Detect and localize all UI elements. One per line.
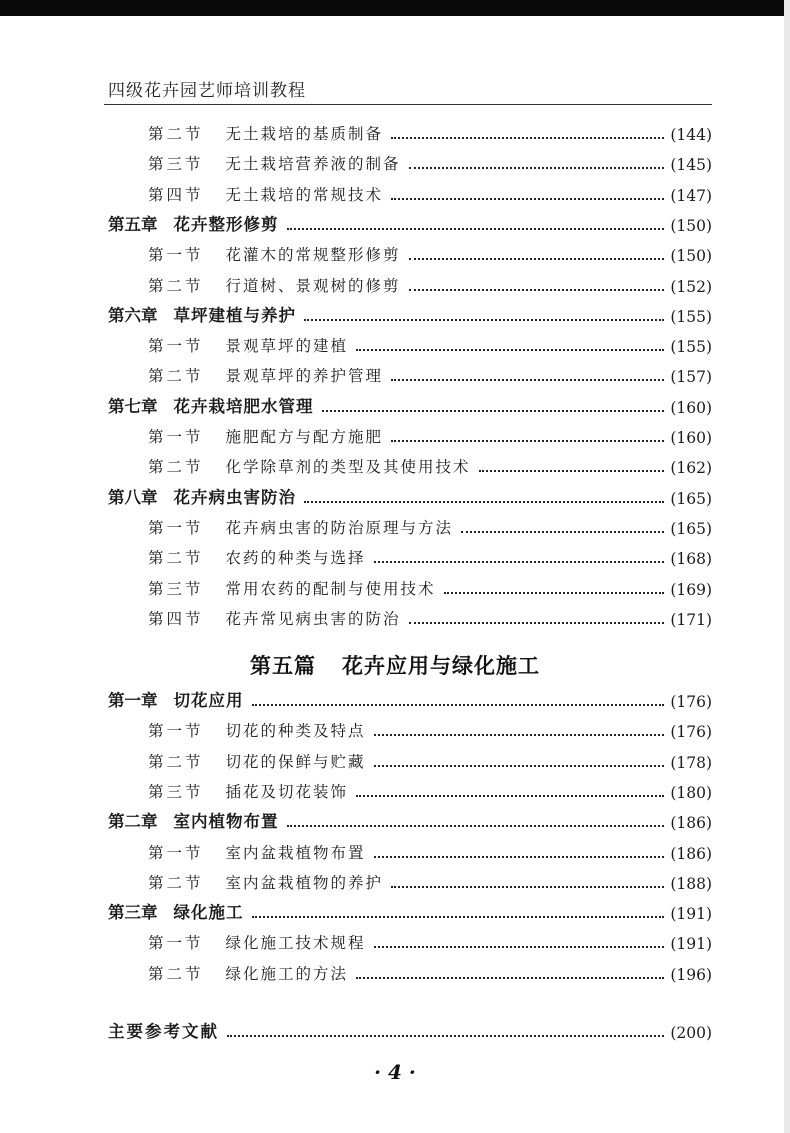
chapter-number: 第三章 (108, 903, 158, 923)
dot-leader (391, 137, 664, 139)
section-number: 第二节 (148, 367, 204, 386)
page-reference: (144) (670, 126, 712, 144)
section-number: 第二节 (148, 125, 204, 143)
page-reference: (180) (670, 783, 712, 802)
toc-chapter-row (108, 304, 712, 326)
page-reference: (155) (670, 307, 712, 326)
section-title: 室内盆栽植物的养护 (225, 873, 384, 892)
toc-section-row (148, 243, 712, 265)
page-reference: (160) (670, 429, 712, 447)
section-title: 行道树、景观树的修剪 (225, 276, 401, 295)
section-number: 第一节 (148, 428, 204, 446)
page-reference: (186) (670, 844, 712, 863)
dot-leader (479, 470, 665, 472)
dot-leader (374, 734, 665, 736)
toc-section-row (148, 455, 712, 477)
toc-section-row (148, 750, 712, 772)
section-title: 切花的保鲜与贮藏 (225, 752, 366, 771)
dot-leader (356, 977, 664, 979)
toc-chapter-row (108, 486, 712, 508)
dot-leader (287, 228, 665, 230)
part-name: 花卉应用与绿化施工 (342, 653, 540, 678)
toc-references-row (108, 1020, 712, 1042)
section-title: 绿化施工技术规程 (225, 934, 366, 953)
section-title: 插花及切花装饰 (225, 782, 349, 801)
section-title: 花卉常见病虫害的防治 (225, 609, 401, 628)
chapter-title: 花卉病虫害防治 (173, 487, 296, 507)
page-reference: (191) (670, 935, 712, 954)
section-number: 第二节 (148, 964, 204, 983)
dot-leader (374, 561, 665, 563)
section-number: 第一节 (148, 246, 204, 265)
toc-section-row (148, 871, 712, 893)
page-reference: (155) (670, 338, 712, 357)
dot-leader (227, 1035, 664, 1037)
dot-leader (356, 795, 664, 797)
toc-section-row (148, 780, 712, 802)
page-reference: (191) (670, 905, 712, 924)
page-reference: (147) (670, 186, 712, 205)
page-number: · 4 · (374, 1060, 416, 1084)
page-reference: (188) (670, 874, 712, 893)
toc-section-row (148, 183, 712, 205)
page-reference: (176) (670, 723, 712, 742)
toc-section-row (148, 152, 712, 174)
page-reference: (152) (670, 277, 712, 296)
page-reference: (160) (670, 398, 712, 417)
toc-section-row (148, 577, 712, 599)
section-title: 花卉病虫害的防治原理与方法 (225, 518, 454, 537)
page-reference: (165) (670, 519, 712, 538)
section-number: 第二节 (148, 458, 204, 477)
chapter-number: 第七章 (108, 396, 158, 416)
chapter-number: 第二章 (108, 812, 158, 832)
toc-chapter-row (108, 213, 712, 235)
section-title: 绿化施工的方法 (225, 964, 349, 983)
toc-section-row (148, 607, 712, 629)
section-number: 第二节 (148, 873, 204, 892)
toc-section-row (148, 719, 712, 741)
section-title: 常用农药的配制与使用技术 (225, 579, 436, 598)
section-number: 第三节 (148, 579, 204, 598)
dot-leader (287, 825, 665, 827)
dot-leader (374, 765, 665, 767)
toc-chapter-row (108, 901, 712, 923)
page-reference: (178) (670, 753, 712, 772)
section-number: 第一节 (148, 337, 204, 356)
chapter-number: 第八章 (108, 487, 158, 507)
dot-leader (356, 349, 664, 351)
dot-leader (409, 167, 665, 169)
page-reference: (169) (670, 580, 712, 599)
toc-section-row (148, 334, 712, 356)
section-number: 第一节 (148, 518, 204, 537)
dot-leader (409, 258, 665, 260)
chapter-title: 花卉栽培肥水管理 (173, 396, 314, 416)
section-title: 化学除草剂的类型及其使用技术 (225, 458, 471, 477)
section-number: 第二节 (148, 549, 204, 568)
section-title: 景观草坪的建植 (225, 337, 349, 356)
page-reference: (176) (670, 693, 712, 711)
toc-chapter-row (108, 395, 712, 417)
toc-section-row (148, 122, 712, 144)
section-number: 第四节 (148, 185, 204, 204)
section-number: 第二节 (148, 276, 204, 295)
toc-chapter-row (108, 810, 712, 832)
chapter-number: 第一章 (108, 691, 158, 710)
section-title: 花灌木的常规整形修剪 (225, 246, 401, 265)
toc-chapter-row (108, 689, 712, 711)
chapter-title: 花卉整形修剪 (173, 214, 279, 234)
page-reference: (145) (670, 156, 712, 175)
section-number: 第一节 (148, 934, 204, 953)
section-number: 第一节 (148, 843, 204, 862)
section-number: 第三节 (148, 782, 204, 801)
page-reference: (200) (670, 1024, 712, 1042)
page-reference: (171) (670, 610, 712, 629)
chapter-number: 第六章 (108, 305, 158, 325)
page-reference: (150) (670, 216, 712, 235)
section-number: 第二节 (148, 752, 204, 771)
page-reference: (157) (670, 368, 712, 387)
chapter-title: 绿化施工 (173, 903, 244, 923)
section-title: 切花的种类及特点 (225, 722, 366, 741)
page-reference: (186) (670, 814, 712, 833)
dot-leader (409, 289, 665, 291)
dot-leader (304, 501, 664, 503)
dot-leader (391, 886, 664, 888)
chapter-title: 室内植物布置 (173, 812, 279, 832)
section-title: 无土栽培的常规技术 (225, 185, 384, 204)
section-number: 第三节 (148, 155, 204, 174)
toc-section-row (148, 931, 712, 953)
dot-leader (374, 856, 665, 858)
page-reference: (162) (670, 459, 712, 478)
section-title: 农药的种类与选择 (225, 549, 366, 568)
dot-leader (322, 410, 665, 412)
dot-leader (252, 704, 665, 706)
section-title: 施肥配方与配方施肥 (225, 428, 384, 446)
part-number: 第五篇 (250, 653, 316, 678)
section-number: 第四节 (148, 609, 204, 628)
dot-leader (304, 319, 664, 321)
running-header-title: 四级花卉园艺师培训教程 (108, 81, 306, 101)
page-reference: (196) (670, 965, 712, 984)
dot-leader (391, 440, 664, 442)
chapter-title: 草坪建植与养护 (173, 305, 296, 325)
references-title: 主要参考文献 (108, 1022, 219, 1041)
section-title: 无土栽培的基质制备 (225, 125, 384, 143)
chapter-number: 第五章 (108, 214, 158, 234)
dot-leader (252, 916, 665, 918)
dot-leader (444, 592, 665, 594)
toc-section-row (148, 546, 712, 568)
toc-section-row (148, 516, 712, 538)
toc-section-row (148, 274, 712, 296)
toc-section-row (148, 425, 712, 447)
section-title: 无土栽培营养液的制备 (225, 155, 401, 174)
section-number: 第一节 (148, 722, 204, 741)
dot-leader (391, 198, 664, 200)
dot-leader (391, 379, 664, 381)
part-heading (0, 650, 790, 680)
page-reference: (150) (670, 247, 712, 266)
toc-section-row (148, 841, 712, 863)
dot-leader (409, 622, 665, 624)
dot-leader (374, 946, 665, 948)
dot-leader (461, 531, 664, 533)
page-reference: (168) (670, 550, 712, 569)
toc-section-row (148, 364, 712, 386)
toc-section-row (148, 962, 712, 984)
chapter-title: 切花应用 (173, 691, 244, 710)
section-title: 室内盆栽植物布置 (225, 843, 366, 862)
page-reference: (165) (670, 489, 712, 508)
section-title: 景观草坪的养护管理 (225, 367, 384, 386)
